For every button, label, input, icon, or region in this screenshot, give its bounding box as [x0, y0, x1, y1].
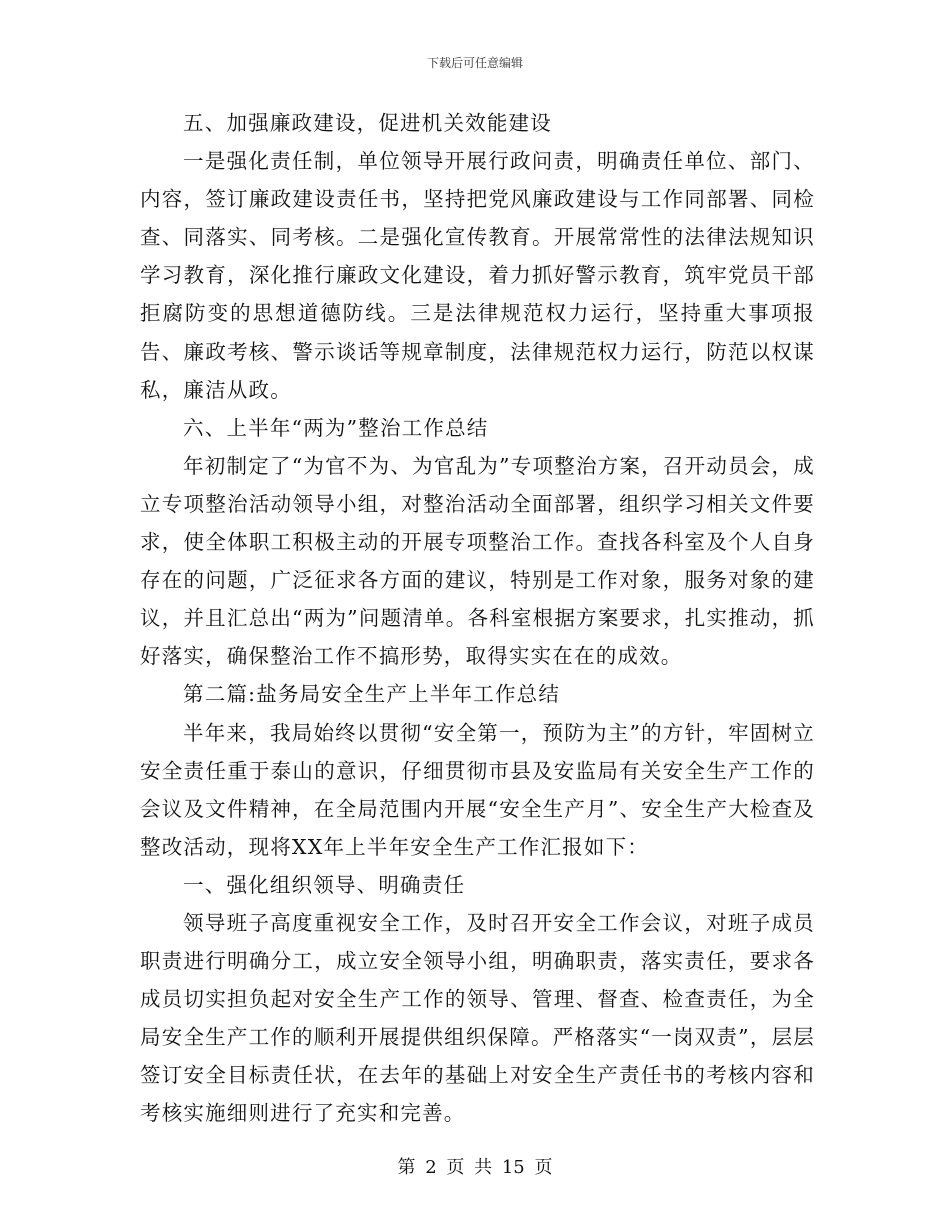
document-body: [140, 104, 815, 1133]
paragraph-integrity-measures: 一是强化责任制，单位领导开展行政问责，明确责任单位、部门、内容，签订廉政建设责任书，坚持把党风廉政建设与工作同部署、同检查、同落实、同考核。二是强化宣传教育。开展常常性的法律法规知识学习教育，深化推行廉政文化建设，着力抓好警示教育，筑牢党员干部拒腐防变的思想道德防线。三是法律规范权力运行，坚持重大事项报告、廉政考核、警示谈话等规章制度，法律规范权力运行，防范以权谋私，廉洁从政。: [140, 149, 815, 402]
paragraph-leadership: 领导班子高度重视安全工作，及时召开安全工作会议，对班子成员职责进行明确分工，成立安全领导小组，明确职责，落实责任，要求各成员切实担负起对安全生产工作的领导、管理、督查、检查责任，为全局安全生产工作的顺利开展提供组织保障。严格落实“一岗双责”，层层签订安全目标责任状，在去年的基础上对安全生产责任书的考核内容和考核实施细则进行了充实和完善。: [140, 910, 815, 1126]
section-heading-one: 一、强化组织领导、明确责任: [183, 872, 466, 897]
page-header-note: 下载后可任意编辑: [426, 56, 523, 70]
paragraph-safety-intro: 半年来，我局始终以贯彻“安全第一，预防为主”的方针，牢固树立安全责任重于泰山的意识，仔细贯彻市县及安监局有关安全生产工作的会议及文件精神，在全局范围内开展“安全生产月”、安全生产大检查及整改活动，现将XX年上半年安全生产工作汇报如下：: [140, 720, 815, 859]
page-number: 第 2 页 共 15 页: [397, 1157, 553, 1178]
section-heading-five: 五、加强廉政建设，促进机关效能建设: [183, 111, 552, 135]
chapter-title-second: 第二篇:盐务局安全生产上半年工作总结: [183, 682, 561, 707]
paragraph-rectification: 年初制定了“为官不为、为官乱为”专项整治方案，召开动员会，成立专项整治活动领导小组，对整治活动全面部署，组织学习相关文件要求，使全体职工积极主动的开展专项整治工作。查找各科室及个人自身存在的问题，广泛征求各方面的建议，特别是工作对象，服务对象的建议，并且汇总出“两为”问题清单。各科室根据方案要求，扎实推动，抓好落实，确保整治工作不搞形势，取得实实在在的成效。: [140, 453, 815, 669]
section-heading-six: 六、上半年“两为”整治工作总结: [183, 415, 489, 440]
